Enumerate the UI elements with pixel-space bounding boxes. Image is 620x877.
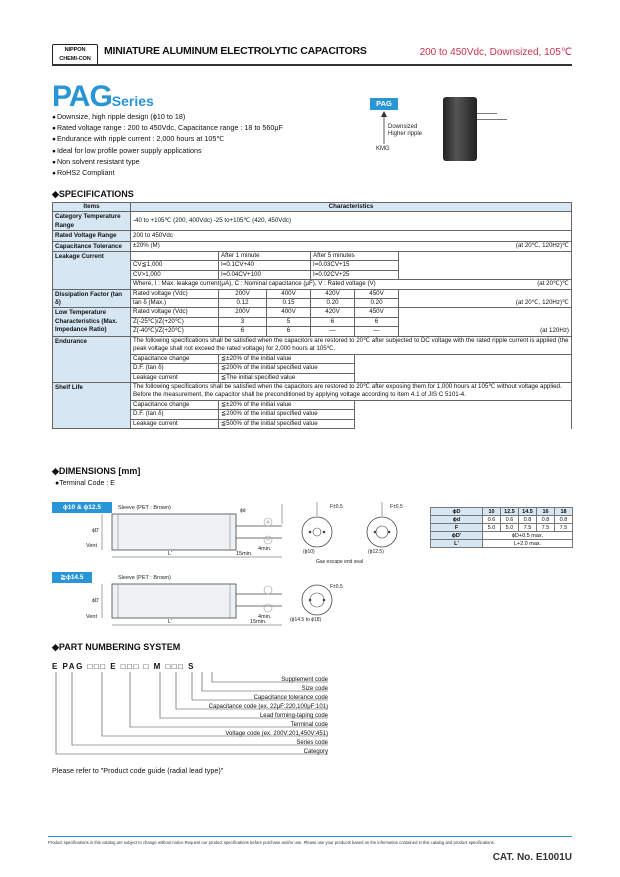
catalog-title: MINIATURE ALUMINUM ELECTROLYTIC CAPACITORS: [104, 45, 367, 57]
spec-cell: [131, 252, 219, 261]
spec-value: 200 to 450Vdc: [131, 231, 572, 241]
catalog-number: CAT. No. E1001U: [492, 852, 572, 863]
spec-cell: Capacitance change: [131, 400, 219, 409]
gas-escape-label: Gas escape end seal: [316, 559, 363, 565]
capacitor-photo: [443, 97, 477, 161]
spec-cell: I=0.02CV+25: [311, 270, 399, 279]
capacitor-lead: [477, 119, 507, 120]
footer-disclaimer: Product specifications in this catalog are subject to change without notice.Request our product specifications before purchase and/or use. Please use your products based on the information contained in this catalog and product specifications.: [48, 836, 572, 845]
dim-cell: 0.6: [483, 516, 501, 524]
pn-label: Supplement code: [281, 677, 328, 683]
feature-list: [52, 112, 283, 179]
spec-cell: [399, 252, 572, 261]
plus-icon: [264, 586, 272, 594]
spec-cell: 0.15: [267, 299, 311, 308]
catalog-subtitle: 200 to 450Vdc, Downsized, 105℃: [419, 47, 572, 58]
size-tag-large: ≧ϕ14.5: [52, 572, 92, 583]
phi-d-prime-label-large: ϕD': [92, 598, 100, 604]
spec-col-characteristics: Characteristics: [131, 203, 572, 212]
pn-label: Series code: [296, 740, 328, 746]
spec-cell: —: [311, 327, 355, 336]
spec-cell: Capacitance change: [131, 354, 219, 363]
feature-item: ● RoHS2 Compliant: [52, 168, 283, 179]
spec-cell: I=0.04CV+100: [219, 270, 311, 279]
capacitor-lead: [477, 113, 497, 114]
spec-cell: ≦200% of the initial specified value: [219, 364, 355, 373]
dim-cell: 12.5: [501, 508, 519, 516]
dim-cell: ϕD': [431, 532, 483, 540]
sleeve-label-large: Sleeve (PET : Brown): [118, 575, 171, 581]
spec-label: Category Temperature Range: [53, 212, 131, 231]
company-logo: [52, 44, 98, 66]
spec-cell: ≦±20% of the initial value: [219, 354, 355, 363]
dim-cell: 7.5: [555, 524, 573, 532]
spec-cell: ≦±20% of the initial value: [219, 400, 355, 409]
spec-cell: 400V: [267, 308, 311, 317]
spec-table: [52, 202, 572, 429]
series-name: PAG: [52, 80, 112, 113]
spec-cell: [131, 280, 572, 289]
dimension-drawing: [52, 494, 432, 634]
spec-label: Leakage Current: [53, 252, 131, 290]
spec-cell: (at 20℃, 120Hz)℃: [399, 299, 572, 308]
spec-cell: 420V: [311, 289, 355, 298]
tolerance-note: (at 20℃, 120Hz)℃: [515, 242, 569, 250]
dim-cell: 7.5: [537, 524, 555, 532]
product-code-note: Please refer to "Product code guide (radial lead type)": [52, 766, 224, 775]
badge-notes: [388, 124, 422, 138]
dim-cell: F: [431, 524, 483, 532]
spec-cell: (at 120Hz): [399, 308, 572, 336]
lead-min-label-large: 15min.: [250, 619, 267, 625]
spec-cell: 0.20: [355, 299, 399, 308]
end-seal-label-10: (ϕ10): [303, 549, 315, 555]
pitch-label-14: F±0.5: [330, 584, 343, 590]
spec-cell: ≦200% of the initial specified value: [219, 410, 355, 419]
spec-col-items: Items: [53, 203, 131, 212]
header-rule: [52, 64, 572, 66]
dim-cell: L+2.0 max.: [483, 540, 573, 548]
badge-note-2: Higher ripple: [388, 131, 423, 137]
spec-cell: D.F. (tan δ): [131, 364, 219, 373]
dim-cell: ϕD: [431, 508, 483, 516]
spec-cell: 5: [267, 317, 311, 326]
dim-cell: ϕd: [431, 516, 483, 524]
spec-cell: 200V: [219, 308, 267, 317]
dim-cell: 0.6: [501, 516, 519, 524]
dim-cell: 10: [483, 508, 501, 516]
spec-cell: 0.12: [219, 299, 267, 308]
feature-item: ● Endurance with ripple current : 2,000 hours at 105℃: [52, 134, 283, 145]
pn-label: Voltage code (ex. 200V:201,450V:451): [225, 731, 328, 737]
pitch-label-12: F±0.5: [390, 504, 403, 510]
spec-cell: Leakage current: [131, 373, 219, 382]
lead-4min-label-large: 4min.: [258, 614, 272, 620]
end-seal-label-12: (ϕ12.5): [368, 549, 384, 555]
spec-cell: 6: [355, 317, 399, 326]
spec-cell: ≦The initial specified value: [219, 373, 355, 382]
dimension-table: [430, 507, 573, 548]
pn-label: Category: [303, 749, 328, 755]
dim-cell: 5.0: [501, 524, 519, 532]
spec-cell: —: [355, 327, 399, 336]
spec-cell: [355, 400, 572, 428]
spec-cell: Z(-25℃)/Z(+20℃): [131, 317, 219, 326]
series-suffix: Series: [111, 93, 154, 109]
vent-label: Vent: [86, 543, 98, 549]
length-label-large: L': [168, 619, 173, 625]
series-badge: PAG: [370, 98, 398, 110]
end-seal-14: [302, 585, 332, 615]
dim-cell: 0.8: [519, 516, 537, 524]
spec-cell: 420V: [311, 308, 355, 317]
pitch-label-10: F±0.5: [330, 504, 343, 510]
dim-cell: 0.8: [555, 516, 573, 524]
logo-line-1: NIPPON: [64, 47, 86, 53]
leakage-where: Where, I : Max. leakage current(μA), C : Nominal capacitance (μF), V : Rated voltage (V): [133, 280, 376, 288]
dim-cell: 0.8: [537, 516, 555, 524]
badge-note-1: Downsized: [388, 124, 418, 130]
spec-cell: CV≦1,000: [131, 261, 219, 270]
capacitor-body-outline: [112, 514, 236, 550]
part-numbering-heading: ◆PART NUMBERING SYSTEM: [52, 642, 181, 652]
phi-d-prime-label: ϕD': [92, 528, 100, 534]
spec-label: Endurance: [53, 336, 131, 382]
pn-label: Capacitance code (ex. 22μF:220,100μF:101): [208, 704, 328, 710]
spec-cell: I=0.1CV+40: [219, 261, 311, 270]
vent-label-large: Vent: [86, 614, 98, 620]
spec-cell: 0.20: [311, 299, 355, 308]
pn-label: Terminal code: [290, 722, 328, 728]
spec-cell: The following specifications shall be satisfied when the capacitors are restored to 20℃ after exposing them for 1,000 hours at 105℃ without voltage applied. Before the measurement, the capacitor shall be preconditioned by applying voltage according to Item 4.1 of JIS C 5101-4.: [131, 382, 572, 400]
end-seal-label-14: (ϕ14.5 to ϕ18): [290, 617, 322, 623]
feature-item: ● Downsize, high ripple design (ϕ10 to 18): [52, 112, 283, 123]
spec-cell: ≦500% of the initial specified value: [219, 419, 355, 428]
pn-label: Lead forming-taping code: [259, 713, 328, 719]
spec-cell: Rated voltage (Vdc): [131, 289, 219, 298]
dimensions-heading: ◆DIMENSIONS [mm]: [52, 466, 141, 476]
leakage-note: (at 20℃)℃: [537, 280, 569, 288]
lead-4min-label: 4min.: [258, 546, 272, 552]
logo-line-2: CHEMI-CON: [59, 56, 91, 62]
spec-cell: 450V: [355, 289, 399, 298]
length-label: L': [168, 551, 173, 557]
spec-cell: D.F. (tan δ): [131, 410, 219, 419]
part-number-code: E PAG □□□ E □□□ □ M □□□ S: [52, 662, 196, 671]
spec-cell: 6: [267, 327, 311, 336]
spec-cell: Leakage current: [131, 419, 219, 428]
spec-label: Shelf Life: [53, 382, 131, 428]
spec-value: [131, 241, 572, 251]
size-tag-small: ϕ10 & ϕ12.5: [52, 502, 112, 513]
spec-cell: Rated voltage (Vdc): [131, 308, 219, 317]
part-number-labels: [120, 676, 328, 757]
spec-value: -40 to +105℃ (200, 400Vdc) -25 to+105℃ (420, 450Vdc): [131, 212, 572, 231]
dim-cell: 16: [537, 508, 555, 516]
spec-cell: tan δ (Max.): [131, 299, 219, 308]
spec-cell: 200V: [219, 289, 267, 298]
feature-item: ● Ideal for low profile power supply applications: [52, 146, 283, 157]
spec-cell: [399, 289, 572, 298]
dim-cell: 14.5: [519, 508, 537, 516]
dim-cell: 7.5: [519, 524, 537, 532]
minus-icon: [264, 604, 272, 612]
spec-cell: Z(-40℃)/Z(+20℃): [131, 327, 219, 336]
tolerance-value: ±20% (M): [133, 242, 160, 250]
capacitor-body-outline-large: [112, 584, 236, 618]
spec-cell: After 1 minute: [219, 252, 311, 261]
spec-cell: The following specifications shall be satisfied when the capacitors are restored to 20℃ after subjected to DC voltage with the rated ripple current is applied (the peak voltage shall not exceed the rated voltage) for 2,000 hours at 105℃.: [131, 336, 572, 354]
end-seal-10: [302, 517, 332, 547]
spec-label: Rated Voltage Range: [53, 231, 131, 241]
dim-cell: 18: [555, 508, 573, 516]
spec-cell: [399, 270, 572, 279]
spec-cell: 450V: [355, 308, 399, 317]
feature-item: ● Rated voltage range : 200 to 450Vdc, Capacitance range : 18 to 560μF: [52, 123, 283, 134]
spec-cell: 400V: [267, 289, 311, 298]
spec-heading: ◆SPECIFICATIONS: [52, 189, 134, 199]
feature-item: ● Non solvent resistant type: [52, 157, 283, 168]
spec-cell: I=0.03CV+15: [311, 261, 399, 270]
pn-label: Size code: [301, 686, 328, 692]
spec-label: Low Temperature Characteristics (Max. Impedance Ratio): [53, 308, 131, 336]
phi-d-label: ϕd: [240, 508, 246, 514]
lead-min-label: 15min.: [236, 551, 253, 557]
spec-label: Dissipation Factor (tan δ): [53, 289, 131, 308]
series-title: [52, 80, 154, 114]
spec-cell: 6: [219, 327, 267, 336]
spec-cell: After 5 minutes: [311, 252, 399, 261]
terminal-code: ●Terminal Code : E: [55, 480, 115, 487]
end-seal-12: [367, 517, 397, 547]
dim-cell: ϕD+0.5 max.: [483, 532, 573, 540]
pn-label: Capacitance tolerance code: [253, 695, 328, 701]
spec-cell: 3: [219, 317, 267, 326]
spec-cell: [355, 354, 572, 382]
spec-cell: CV>1,000: [131, 270, 219, 279]
spec-cell: [399, 261, 572, 270]
spec-label: Capacitance Tolerance: [53, 241, 131, 251]
dim-cell: 5.0: [483, 524, 501, 532]
parent-series: KMG: [376, 146, 390, 152]
sleeve-label: Sleeve (PET : Brown): [118, 505, 171, 511]
spec-cell: 6: [311, 317, 355, 326]
dim-cell: L': [431, 540, 483, 548]
